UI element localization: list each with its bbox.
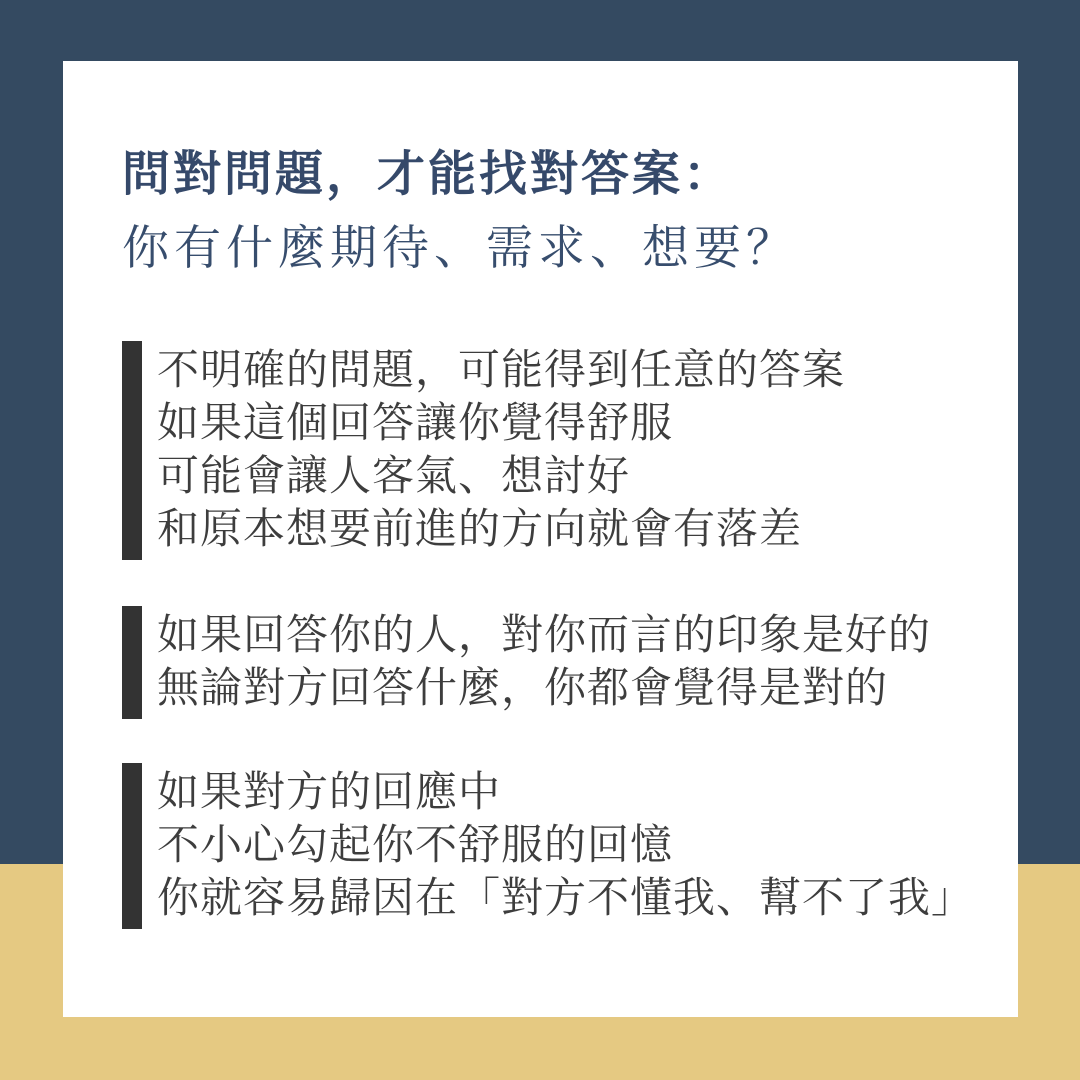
quote-line: 可能會讓人客氣、想討好 bbox=[157, 452, 631, 499]
page-subtitle: 你有什麼期待、需求、想要？ bbox=[122, 221, 798, 274]
quote-line: 無論對方回答什麼，你都會覺得是對的 bbox=[157, 664, 889, 711]
quote-block-3 bbox=[122, 763, 975, 929]
quote-line: 你就容易歸因在「對方不懂我、幫不了我」 bbox=[157, 874, 975, 921]
quote-line: 不小心勾起你不舒服的回憶 bbox=[157, 821, 674, 868]
quote-block-2 bbox=[122, 606, 968, 719]
quote-line: 如果這個回答讓你覺得舒服 bbox=[157, 399, 674, 446]
page-title: 問對問題，才能找對答案： bbox=[122, 148, 735, 201]
quote-block-1 bbox=[122, 341, 968, 560]
quote-line: 如果回答你的人，對你而言的印象是好的 bbox=[157, 611, 932, 658]
quote-line: 和原本想要前進的方向就會有落差 bbox=[157, 505, 803, 552]
content-card bbox=[63, 61, 1018, 1017]
quote-line: 不明確的問題，可能得到任意的答案 bbox=[157, 346, 846, 393]
quote-line: 如果對方的回應中 bbox=[157, 768, 502, 815]
